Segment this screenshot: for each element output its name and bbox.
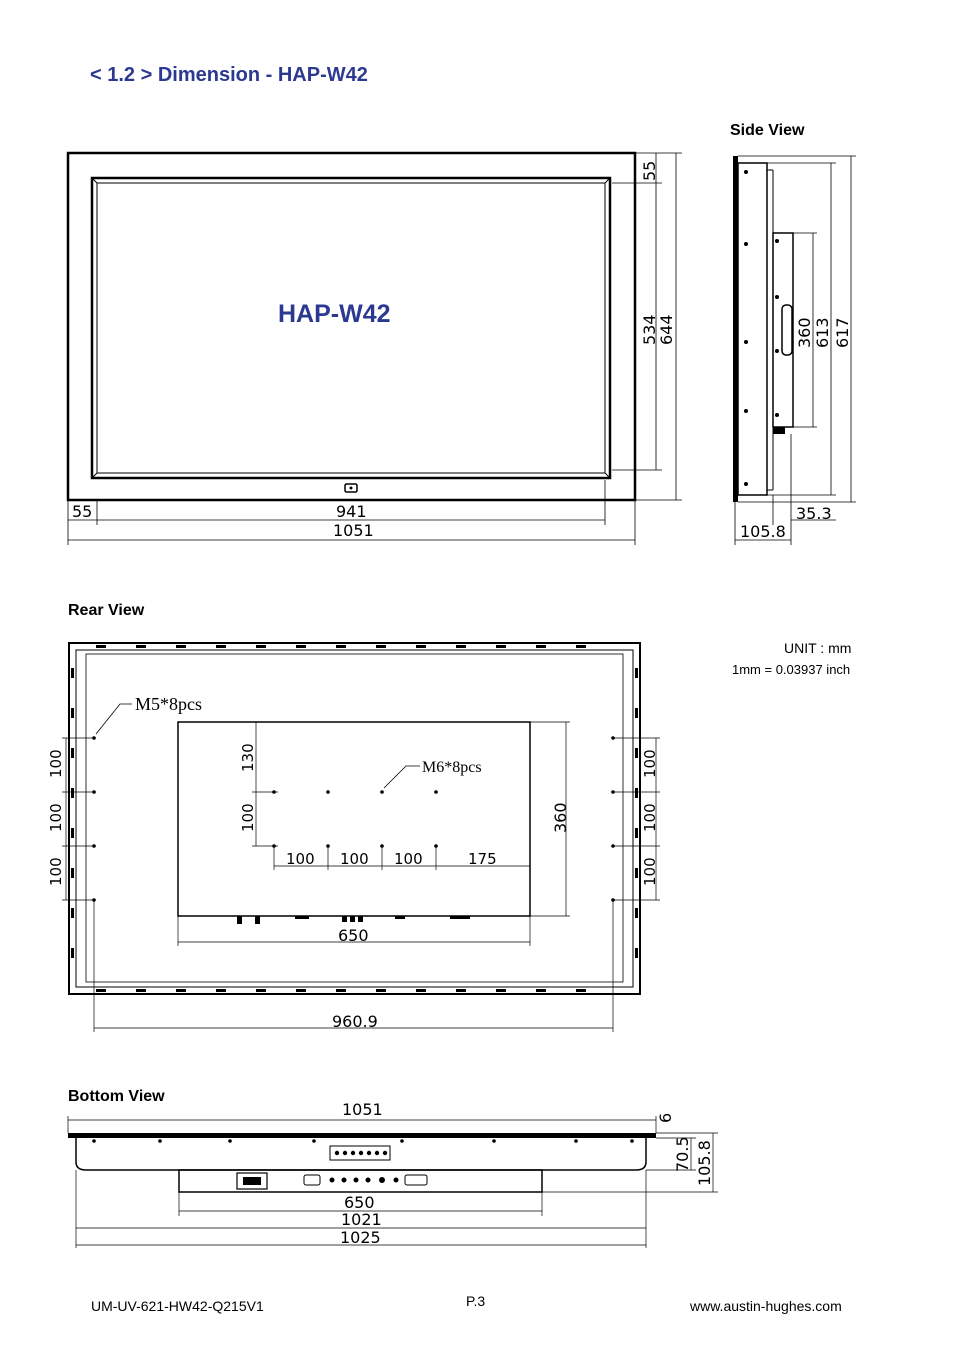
bottom-view-label: Bottom View bbox=[68, 1088, 165, 1105]
bottom-glass: 6 bbox=[656, 1112, 675, 1123]
box-height: 360 bbox=[551, 802, 570, 833]
bottom-body-width: 1021 bbox=[341, 1210, 382, 1229]
bottom-box-width: 650 bbox=[344, 1193, 375, 1212]
dim-screen-height: 534 bbox=[640, 314, 659, 345]
m6-label: M6*8pcs bbox=[422, 759, 482, 776]
page-title: < 1.2 > Dimension - HAP-W42 bbox=[90, 64, 368, 86]
bottom-view bbox=[68, 1116, 718, 1248]
m5-label: M5*8pcs bbox=[135, 694, 202, 714]
right-pitch-1: 100 bbox=[641, 749, 659, 778]
dim-side-total: 617 bbox=[833, 317, 852, 348]
front-view bbox=[68, 153, 682, 545]
vesa-row-1: 100 bbox=[286, 850, 315, 868]
left-pitch-3: 100 bbox=[47, 857, 65, 886]
bottom-depth-body: 70.5 bbox=[673, 1136, 692, 1172]
side-view bbox=[733, 156, 856, 545]
bottom-depth-total: 105.8 bbox=[695, 1140, 714, 1186]
footer-doc-code: UM-UV-621-HW42-Q215V1 bbox=[91, 1298, 264, 1314]
model-label: HAP-W42 bbox=[278, 300, 391, 328]
hole-span: 960.9 bbox=[332, 1012, 378, 1031]
side-view-label: Side View bbox=[730, 122, 805, 139]
dim-screen-width: 941 bbox=[336, 502, 367, 521]
right-pitch-2: 100 bbox=[641, 803, 659, 832]
dim-box-depth: 35.3 bbox=[796, 504, 832, 523]
vesa-top: 130 bbox=[239, 743, 257, 772]
bottom-base-width: 1025 bbox=[340, 1228, 381, 1247]
dim-side-bracket: 360 bbox=[795, 317, 814, 348]
right-pitch-3: 100 bbox=[641, 857, 659, 886]
box-width: 650 bbox=[338, 926, 369, 945]
dim-total-width: 1051 bbox=[333, 521, 374, 540]
vesa-row-4: 175 bbox=[468, 850, 497, 868]
bottom-total-width: 1051 bbox=[342, 1100, 383, 1119]
dim-side-body: 613 bbox=[813, 317, 832, 348]
left-pitch-1: 100 bbox=[47, 749, 65, 778]
left-pitch-2: 100 bbox=[47, 803, 65, 832]
unit-conversion: 1mm = 0.03937 inch bbox=[732, 662, 851, 677]
unit-label: UNIT : mm bbox=[784, 640, 852, 656]
footer-page-number: P.3 bbox=[466, 1293, 486, 1309]
vesa-mid: 100 bbox=[239, 803, 257, 832]
dim-total-depth: 105.8 bbox=[740, 522, 786, 541]
footer-website[interactable]: www.austin-hughes.com bbox=[690, 1298, 842, 1314]
dim-top-bezel: 55 bbox=[640, 160, 659, 181]
rear-view-label: Rear View bbox=[68, 602, 145, 619]
vesa-row-3: 100 bbox=[394, 850, 423, 868]
vesa-row-2: 100 bbox=[340, 850, 369, 868]
dim-left-bezel: 55 bbox=[72, 502, 93, 521]
dim-total-height: 644 bbox=[657, 314, 676, 345]
